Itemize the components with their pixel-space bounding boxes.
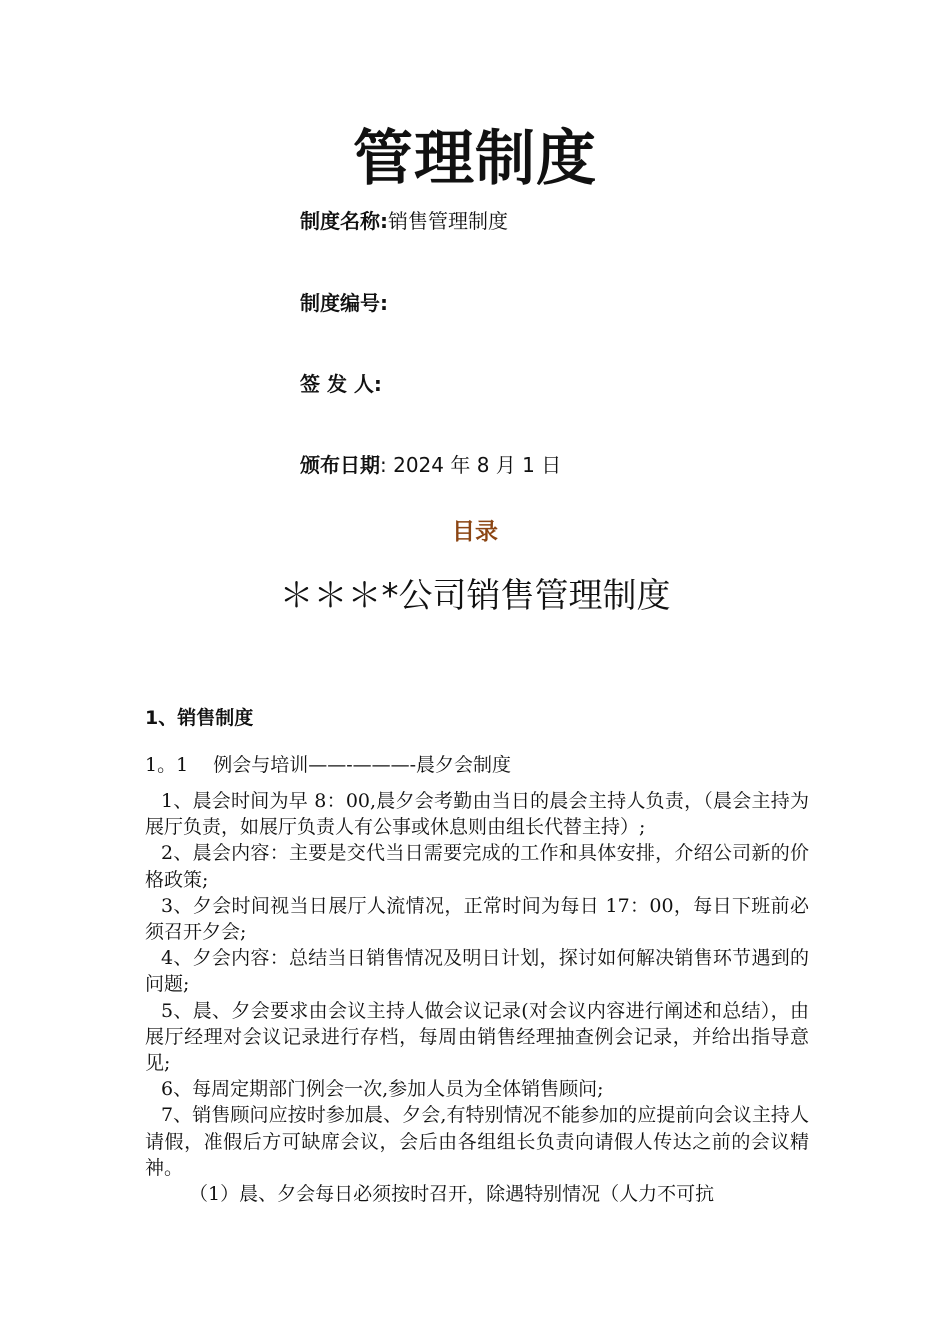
meta-date-row (300, 451, 561, 479)
paragraph-6: 6、每周定期部门例会一次,参加人员为全体销售顾问; (161, 1078, 604, 1101)
meta-name-value: 销售管理制度 (388, 209, 508, 233)
meta-issuer-label: 签 发 人: (300, 372, 382, 396)
toc-title: 目录 (452, 519, 498, 545)
paragraph-1: 1、晨会时间为早 8：00,晨夕会考勤由当日的晨会主持人负责，（晨会主持为展厅负责，如展厅负责人有公事或休息则由组长代替主持）; (145, 790, 809, 839)
sub-item-1: （1）晨、夕会每日必须按时召开，除遇特别情况（人力不可抗 (189, 1183, 715, 1206)
meta-issuer-row (300, 370, 382, 398)
subsection-heading: 1。1 例会与培训——-———-晨夕会制度 (145, 754, 512, 776)
page-title: 管理制度 (353, 124, 597, 194)
paragraph-2: 2、晨会内容：主要是交代当日需要完成的工作和具体安排，介绍公司新的价格政策; (145, 842, 809, 891)
meta-date-label: 颁布日期 (300, 453, 380, 477)
paragraph-7: 7、销售顾问应按时参加晨、夕会,有特别情况不能参加的应提前向会议主持人请假，准假后方可缺席会议，会后由各组组长负责向请假人传达之前的会议精神。 (145, 1104, 809, 1179)
section-heading: 1、销售制度 (145, 707, 254, 729)
meta-date-value: : 2024 年 8 月 1 日 (380, 453, 562, 477)
meta-number-label: 制度编号: (300, 291, 388, 315)
paragraph-5: 5、晨、夕会要求由会议主持人做会议记录(对会议内容进行阐述和总结），由展厅经理对会议记录进行存档，每周由销售经理抽查例会记录，并给出指导意见; (145, 999, 809, 1075)
paragraph-4: 4、夕会内容：总结当日销售情况及明日计划，探讨如何解决销售环节遇到的问题; (145, 947, 809, 996)
paragraph-3: 3、夕会时间视当日展厅人流情况，正常时间为每日 17：00，每日下班前必须召开夕会; (145, 894, 809, 944)
document-heading: ＊＊＊*公司销售管理制度 (279, 576, 671, 616)
meta-name-label: 制度名称: (300, 209, 388, 233)
body-text (145, 788, 809, 1207)
meta-number-row (300, 289, 388, 317)
meta-name-row (300, 207, 508, 235)
